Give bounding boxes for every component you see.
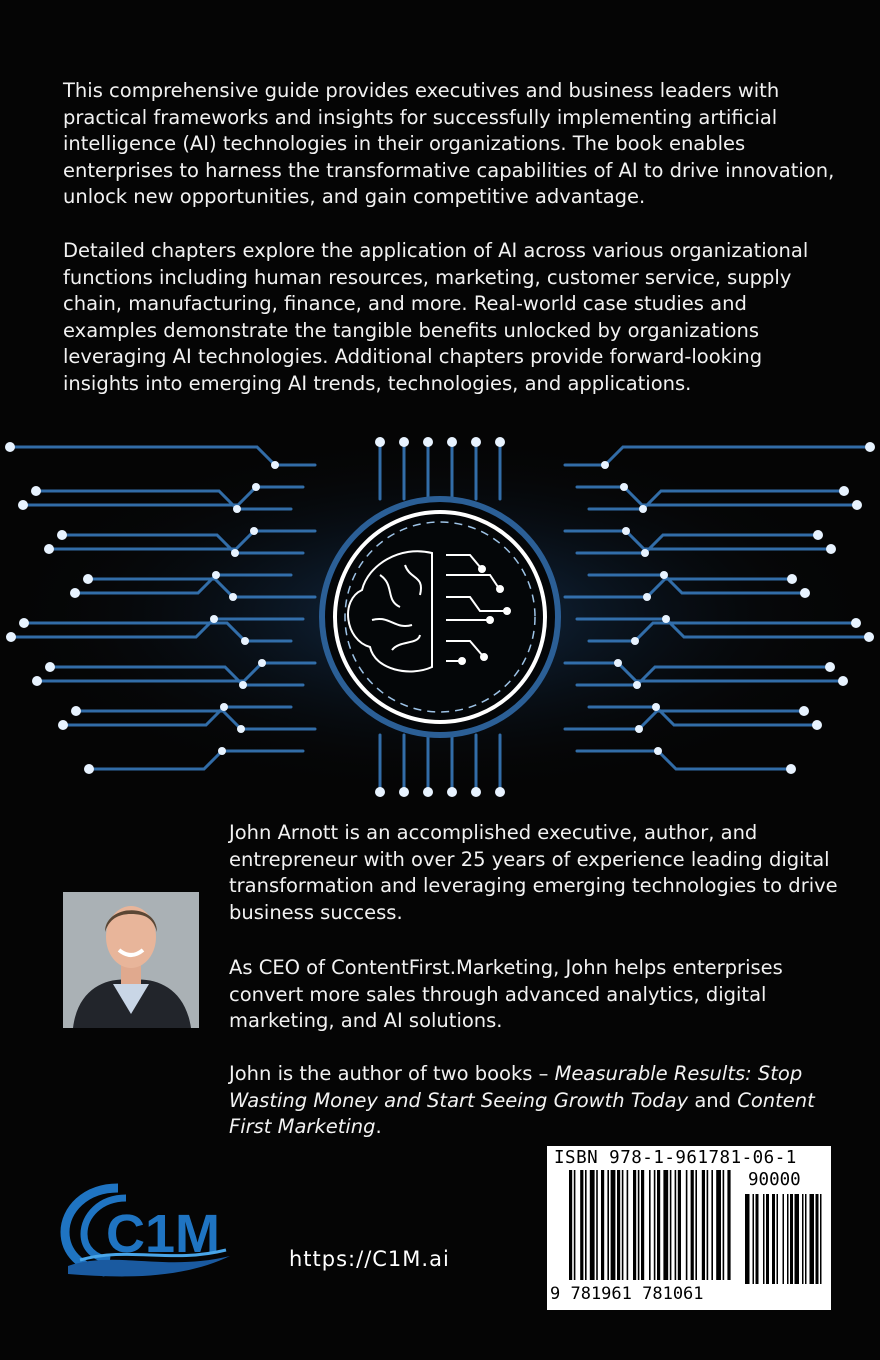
isbn-barcode — [547, 1146, 831, 1310]
price-code: 90000 — [748, 1170, 801, 1190]
description-paragraph-2: Detailed chapters explore the application of AI across various organizational functions including human resources, marketing, customer service, supply chain, manufacturing, finance, and more. Real-world case studies and examples demonstrate the tangible benefits unlocked by organizations leveraging AI technologies. Additional chapters provide forward-looking insights into emerging AI trends, technologies, and applications. — [63, 239, 809, 395]
logo-wordmark: C1M — [106, 1204, 221, 1264]
books-and: and — [688, 1088, 738, 1112]
author-bio-paragraph-1: John Arnott is an accomplished executive, author, and entrepreneur with over 25 years of experience leading digital transformation and leveraging emerging technologies to drive business success. — [229, 821, 838, 924]
books-end: . — [375, 1115, 382, 1138]
barcode-digits: 9 781961 781061 — [550, 1284, 704, 1304]
books-intro: John is the author of two books – — [229, 1062, 555, 1085]
author-bio-paragraph-3 — [229, 1061, 849, 1141]
author-photo — [63, 892, 199, 1028]
book-title-2: Content First Marketing — [229, 1088, 815, 1138]
c1m-logo — [60, 1180, 235, 1280]
author-bio-paragraph-2: As CEO of ContentFirst.Marketing, John helps enterprises convert more sales through advanced analytics, digital marketing, and AI solutions. — [229, 956, 783, 1032]
book-title-1: Measurable Results: Stop Wasting Money and Start Seeing Growth Today — [229, 1062, 803, 1112]
isbn-text: ISBN 978-1-961781-06-1 — [554, 1148, 797, 1168]
ai-circuit-brain-illustration — [0, 425, 880, 800]
publisher-url[interactable]: https://C1M.ai — [289, 1247, 450, 1271]
description-paragraph-1: This comprehensive guide provides executives and business leaders with practical frameworks and insights for successfully implementing artificial intelligence (AI) technologies in their organizations. The book enables enterprises to harness the transformative capabilities of AI to drive innovation, unlock new opportunities, and gain competitive advantage. — [63, 79, 835, 208]
